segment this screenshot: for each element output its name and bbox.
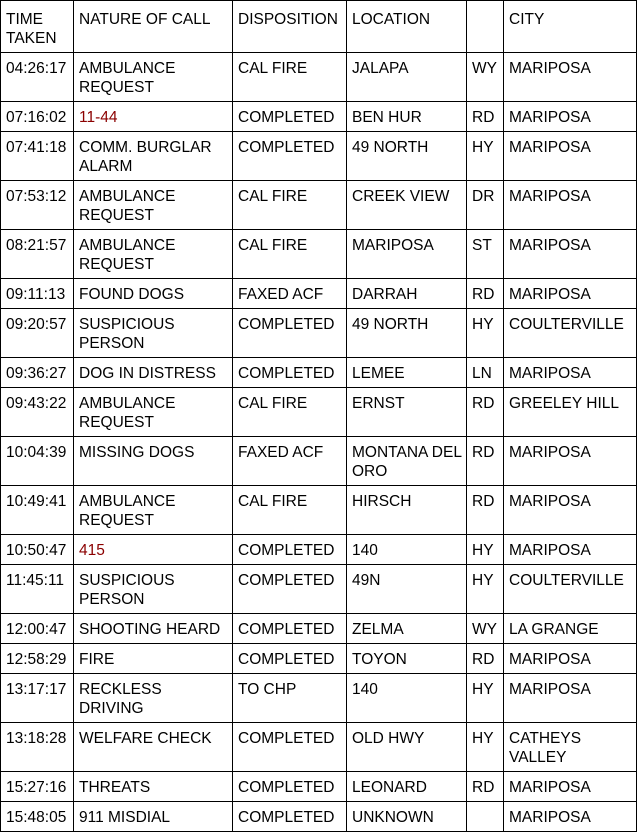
cell-city: GREELEY HILL	[504, 388, 637, 437]
cell-city: CATHEYS VALLEY	[504, 723, 637, 772]
cell-time: 11:45:11	[1, 565, 74, 614]
cell-nature: DOG IN DISTRESS	[74, 358, 233, 388]
cell-city: MARIPOSA	[504, 486, 637, 535]
table-row	[1, 723, 637, 772]
cell-location: TOYON	[347, 644, 467, 674]
cell-nature: MISSING DOGS	[74, 437, 233, 486]
cell-nature: AMBULANCE REQUEST	[74, 181, 233, 230]
cell-suffix: RD	[467, 388, 504, 437]
cell-city: MARIPOSA	[504, 644, 637, 674]
cell-time: 07:41:18	[1, 132, 74, 181]
cell-location: BEN HUR	[347, 102, 467, 132]
cell-time: 15:27:16	[1, 772, 74, 802]
cell-disposition: CAL FIRE	[233, 486, 347, 535]
cell-disposition: FAXED ACF	[233, 279, 347, 309]
cell-city: MARIPOSA	[504, 132, 637, 181]
cell-city: MARIPOSA	[504, 102, 637, 132]
cell-time: 08:21:57	[1, 230, 74, 279]
cell-disposition: COMPLETED	[233, 358, 347, 388]
table-row	[1, 279, 637, 309]
cell-city: MARIPOSA	[504, 772, 637, 802]
cell-time: 09:20:57	[1, 309, 74, 358]
table-row	[1, 437, 637, 486]
cell-disposition: COMPLETED	[233, 802, 347, 832]
cell-city: COULTERVILLE	[504, 565, 637, 614]
table-row	[1, 674, 637, 723]
cell-location: LEMEE	[347, 358, 467, 388]
cell-suffix: RD	[467, 437, 504, 486]
cell-location: LEONARD	[347, 772, 467, 802]
cell-location: 49 NORTH	[347, 132, 467, 181]
table-row	[1, 644, 637, 674]
cell-city: MARIPOSA	[504, 358, 637, 388]
cell-nature: AMBULANCE REQUEST	[74, 53, 233, 102]
table-row	[1, 565, 637, 614]
cell-disposition: COMPLETED	[233, 309, 347, 358]
cell-suffix: ST	[467, 230, 504, 279]
table-row	[1, 53, 637, 102]
cell-nature: RECKLESS DRIVING	[74, 674, 233, 723]
cell-disposition: CAL FIRE	[233, 230, 347, 279]
cell-nature: AMBULANCE REQUEST	[74, 486, 233, 535]
cell-location: ERNST	[347, 388, 467, 437]
cell-location: ZELMA	[347, 614, 467, 644]
table-row	[1, 309, 637, 358]
header-location: LOCATION	[347, 1, 467, 53]
cell-suffix: WY	[467, 53, 504, 102]
cell-suffix: RD	[467, 772, 504, 802]
table-row	[1, 358, 637, 388]
cell-nature: AMBULANCE REQUEST	[74, 388, 233, 437]
cell-time: 10:49:41	[1, 486, 74, 535]
cell-time: 07:16:02	[1, 102, 74, 132]
cell-location: MARIPOSA	[347, 230, 467, 279]
cell-suffix: LN	[467, 358, 504, 388]
cell-location: OLD HWY	[347, 723, 467, 772]
table-row	[1, 388, 637, 437]
cell-city: MARIPOSA	[504, 230, 637, 279]
cell-suffix: HY	[467, 674, 504, 723]
cell-city: MARIPOSA	[504, 53, 637, 102]
cell-time: 10:04:39	[1, 437, 74, 486]
cell-nature: 415	[74, 535, 233, 565]
header-suffix	[467, 1, 504, 53]
cell-time: 13:17:17	[1, 674, 74, 723]
table-row	[1, 772, 637, 802]
cell-location: DARRAH	[347, 279, 467, 309]
cell-nature: 911 MISDIAL	[74, 802, 233, 832]
cell-time: 09:11:13	[1, 279, 74, 309]
cell-nature: SUSPICIOUS PERSON	[74, 565, 233, 614]
cell-disposition: COMPLETED	[233, 644, 347, 674]
table-row	[1, 132, 637, 181]
cell-disposition: CAL FIRE	[233, 181, 347, 230]
cell-time: 07:53:12	[1, 181, 74, 230]
table-row	[1, 486, 637, 535]
header-nature: NATURE OF CALL	[74, 1, 233, 53]
table-row	[1, 802, 637, 832]
cell-disposition: COMPLETED	[233, 132, 347, 181]
cell-disposition: CAL FIRE	[233, 53, 347, 102]
cell-location: HIRSCH	[347, 486, 467, 535]
cell-suffix: HY	[467, 535, 504, 565]
cell-city: MARIPOSA	[504, 535, 637, 565]
cell-time: 04:26:17	[1, 53, 74, 102]
cell-nature: SUSPICIOUS PERSON	[74, 309, 233, 358]
cell-suffix: WY	[467, 614, 504, 644]
header-row	[1, 1, 637, 53]
cell-time: 09:36:27	[1, 358, 74, 388]
cell-disposition: COMPLETED	[233, 772, 347, 802]
cell-location: 49N	[347, 565, 467, 614]
cell-suffix: HY	[467, 132, 504, 181]
cell-suffix: HY	[467, 723, 504, 772]
cell-suffix: HY	[467, 309, 504, 358]
cell-time: 15:48:05	[1, 802, 74, 832]
table-row	[1, 230, 637, 279]
cell-location: JALAPA	[347, 53, 467, 102]
cell-city: MARIPOSA	[504, 674, 637, 723]
cell-nature: FIRE	[74, 644, 233, 674]
cell-disposition: COMPLETED	[233, 102, 347, 132]
table-row	[1, 614, 637, 644]
cell-suffix: RD	[467, 102, 504, 132]
cell-suffix: RD	[467, 644, 504, 674]
cell-suffix: DR	[467, 181, 504, 230]
cell-city: MARIPOSA	[504, 279, 637, 309]
cell-suffix: RD	[467, 279, 504, 309]
cell-time: 10:50:47	[1, 535, 74, 565]
cell-location: 140	[347, 674, 467, 723]
cell-suffix	[467, 802, 504, 832]
cell-suffix: HY	[467, 565, 504, 614]
cell-disposition: COMPLETED	[233, 535, 347, 565]
header-disposition: DISPOSITION	[233, 1, 347, 53]
table-row	[1, 102, 637, 132]
cell-city: MARIPOSA	[504, 802, 637, 832]
cell-nature: SHOOTING HEARD	[74, 614, 233, 644]
cell-nature: 11-44	[74, 102, 233, 132]
cell-nature: AMBULANCE REQUEST	[74, 230, 233, 279]
table-row	[1, 535, 637, 565]
header-city: CITY	[504, 1, 637, 53]
table-row	[1, 181, 637, 230]
cell-time: 12:00:47	[1, 614, 74, 644]
cell-disposition: COMPLETED	[233, 565, 347, 614]
cell-city: MARIPOSA	[504, 437, 637, 486]
cell-time: 13:18:28	[1, 723, 74, 772]
cell-location: 140	[347, 535, 467, 565]
cell-disposition: COMPLETED	[233, 723, 347, 772]
cell-city: MARIPOSA	[504, 181, 637, 230]
cell-time: 12:58:29	[1, 644, 74, 674]
cell-disposition: COMPLETED	[233, 614, 347, 644]
cell-disposition: TO CHP	[233, 674, 347, 723]
cell-nature: FOUND DOGS	[74, 279, 233, 309]
cell-nature: WELFARE CHECK	[74, 723, 233, 772]
header-time: TIME TAKEN	[1, 1, 74, 53]
cell-nature: THREATS	[74, 772, 233, 802]
cell-city: LA GRANGE	[504, 614, 637, 644]
cell-disposition: CAL FIRE	[233, 388, 347, 437]
cell-city: COULTERVILLE	[504, 309, 637, 358]
cell-disposition: FAXED ACF	[233, 437, 347, 486]
cell-suffix: RD	[467, 486, 504, 535]
cell-location: CREEK VIEW	[347, 181, 467, 230]
cell-time: 09:43:22	[1, 388, 74, 437]
cell-nature: COMM. BURGLAR ALARM	[74, 132, 233, 181]
cell-location: UNKNOWN	[347, 802, 467, 832]
cell-location: MONTANA DEL ORO	[347, 437, 467, 486]
cell-location: 49 NORTH	[347, 309, 467, 358]
